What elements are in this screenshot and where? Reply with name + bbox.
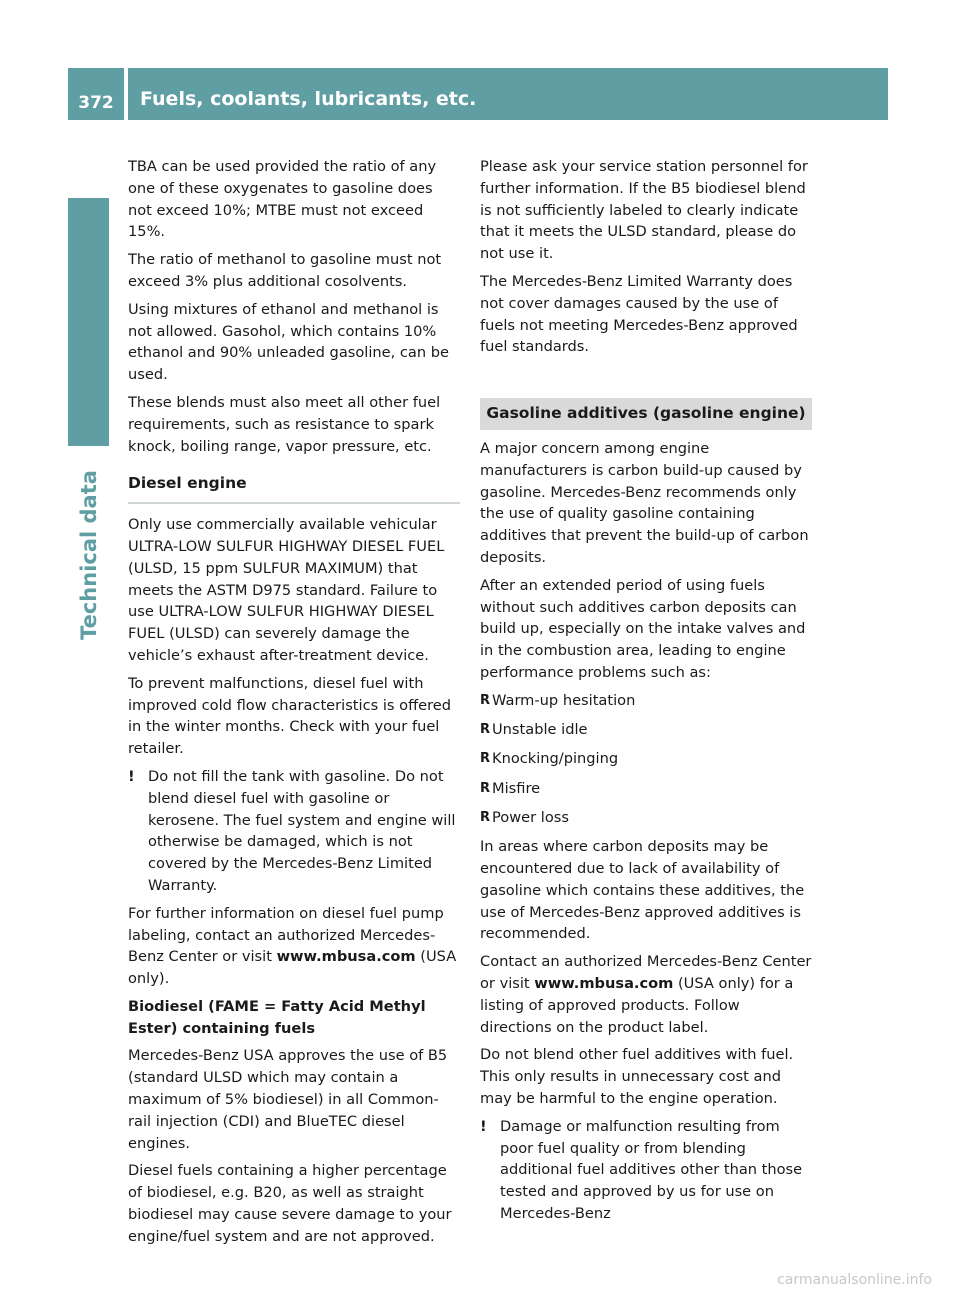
list-item-text: Power loss — [492, 808, 569, 826]
right-column — [480, 156, 812, 1231]
paragraph: Diesel fuels containing a higher percentage of biodiesel, e.g. B20, as well as straight biodiesel may cause severe damage to your engine/fuel system and are not approved. — [128, 1162, 452, 1245]
website-link[interactable]: www.mbusa.com — [276, 948, 416, 966]
warning-note — [128, 766, 460, 897]
bullet-icon: R — [480, 780, 491, 796]
side-tab-label: Technical data — [76, 470, 101, 640]
paragraph: Do not blend other fuel additives with fuel. This only results in unnecessary cost and may be harmful to the engine operation. — [480, 1046, 794, 1107]
paragraph: In areas where carbon deposits may be encountered due to lack of availability of gasoline which contains these additives, the use of Mercedes-Benz approved additives is recommended. — [480, 838, 805, 943]
watermark: carmanualsonline.info — [777, 1272, 932, 1288]
page-number: 372 — [68, 68, 124, 120]
paragraph: TBA can be used provided the ratio of any one of these oxygenates to gasoline does not exceed 10%; MTBE must not exceed 15%. — [128, 158, 437, 241]
paragraph: To prevent malfunctions, diesel fuel with improved cold flow characteristics is offered in the winter months. Check with your fuel retailer. — [128, 674, 452, 758]
paragraph: Using mixtures of ethanol and methanol is not allowed. Gasohol, which contains 10% ethanol and 90% unleaded gasoline, can be used. — [128, 300, 450, 384]
section-heading-additives: Gasoline additives (gasoline engine) — [480, 398, 812, 430]
list-item-text: Unstable idle — [492, 721, 588, 739]
paragraph: Only use commercially available vehicular ULTRA-LOW SULFUR HIGHWAY DIESEL FUEL (ULSD, 15 ppm SULFUR MAXIMUM) that meets the ASTM D975 standard. Failure to use ULTRA-LOW SULFUR HIGHWAY DIESEL FUEL (ULSD) can severely damage the vehicle’s exhaust after-treatment device. — [128, 516, 445, 664]
section-heading-diesel: Diesel engine — [128, 473, 460, 504]
paragraph — [480, 951, 812, 1038]
warning-text: Damage or malfunction resulting from poor fuel quality or from blending additional fuel additives other than those tested and approved by us for use on Mercedes-Benz — [500, 1117, 803, 1222]
text-span: For further information on diesel fuel pump labeling, contact an authorized Mercedes-Benz Center or visit — [128, 904, 444, 966]
bullet-icon: R — [480, 692, 491, 708]
left-column — [128, 156, 460, 1254]
symptom-list — [480, 690, 812, 829]
paragraph: The ratio of methanol to gasoline must not exceed 3% plus additional cosolvents. — [128, 251, 442, 290]
text-span: (USA only). — [128, 948, 457, 988]
text-span: Contact an authorized Mercedes-Benz Center or visit — [480, 953, 812, 992]
paragraph: The Mercedes-Benz Limited Warranty does not cover damages caused by the use of fuels not meeting Mercedes-Benz approved fuel standards. — [480, 272, 798, 356]
bullet-icon: R — [480, 751, 491, 767]
paragraph: After an extended period of using fuels without such additives carbon deposits can build up, especially on the intake valves and in the combustion area, leading to engine performance problems such as: — [480, 576, 806, 681]
paragraph: Mercedes-Benz USA approves the use of B5 (standard ULSD which may contain a maximum of 5% biodiesel) in all Common-rail injection (CDI) and BlueTEC diesel engines. — [128, 1047, 448, 1152]
website-link[interactable]: www.mbusa.com — [534, 975, 674, 992]
paragraph — [128, 903, 460, 990]
paragraph: Please ask your service station personnel for further information. If the B5 biodiesel blend is not sufficiently labeled to clearly indicate that it meets the ULSD standard, please do not use it. — [480, 158, 808, 263]
bullet-icon: R — [480, 809, 491, 825]
list-item-text: Knocking/pinging — [492, 750, 619, 768]
warning-icon: ! — [480, 1117, 487, 1135]
list-item-text: Misfire — [492, 779, 541, 797]
section-title: Fuels, coolants, lubricants, etc. — [128, 68, 888, 120]
list-item — [480, 778, 812, 800]
warning-text: Do not fill the tank with gasoline. Do not blend diesel fuel with gasoline or kerosene. The fuel system and engine will otherwise be damaged, which is not covered by the Mercedes-Benz Limited Warranty. — [148, 767, 456, 894]
list-item — [480, 719, 812, 741]
side-tab — [68, 450, 109, 660]
list-item — [480, 690, 812, 712]
paragraph: These blends must also meet all other fuel requirements, such as resistance to spark knock, boiling range, vapor pressure, etc. — [128, 393, 441, 455]
subheading-biodiesel: Biodiesel (FAME = Fatty Acid Methyl Ester) containing fuels — [128, 997, 426, 1037]
list-item — [480, 748, 812, 770]
paragraph: A major concern among engine manufacturers is carbon build-up caused by gasoline. Mercedes-Benz recommends only the use of quality gasoline containing additives that prevent the build-up of carbon deposits. — [480, 439, 809, 566]
warning-icon: ! — [128, 767, 135, 785]
side-tab-block — [68, 198, 109, 446]
text-span: (USA only) for a listing of approved products. Follow directions on the product label. — [480, 975, 794, 1036]
list-item — [480, 807, 812, 829]
warning-note — [480, 1116, 812, 1225]
list-item-text: Warm-up hesitation — [492, 691, 636, 709]
bullet-icon: R — [480, 722, 491, 738]
